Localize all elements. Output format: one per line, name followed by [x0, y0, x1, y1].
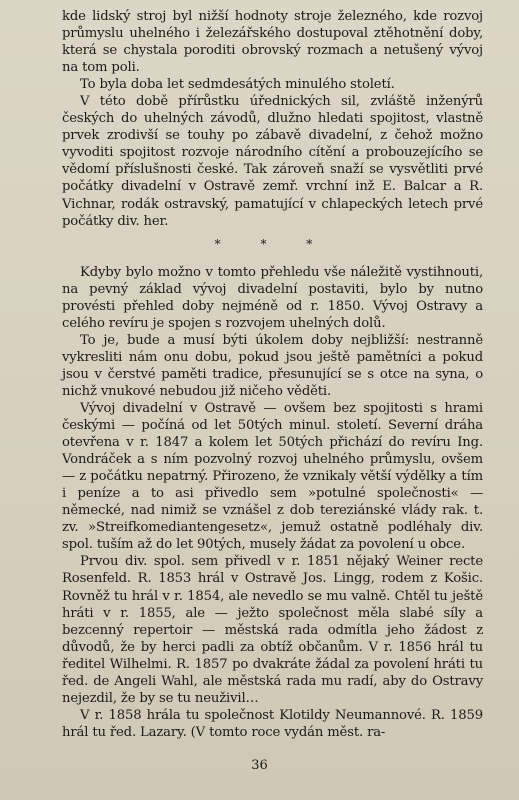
body-text: [62, 8, 483, 741]
page-number: 36: [251, 758, 268, 773]
paragraph: V této době přírůstku úřednických sil, zvláště inženýrů českých do uhelných závodů, dlužno hledati spojitost, vlastně prvek zrodivší se touhy po zábavě divadelní, z čehož možno vyvoditi spojitost rozvoje národního cítění a probouzejícího se vědomí příslušnosti české. Tak zároveň snaží se vysvětliti prvé počátky divadelní v Ostravě zemř. vrchní inž E. Balcar a R. Vichnar, rodák ostravský, pamatující v chlapeckých letech prvé počátky div. her.: [62, 94, 483, 229]
paragraph: To je, bude a musí býti úkolem doby nejbližší: nestranně vykresliti nám onu dobu, pokud jsou ještě pamětníci a pokud jsou v čerstvé paměti tradice, přesunující se s otce na syna, o nichž vnukové nebudou již ničeho věděti.: [62, 332, 483, 399]
paragraph: V r. 1858 hrála tu společnost Klotildy Neumannové. R. 1859 hrál tu řed. Lazary. (V tomto roce vydán měst. ra-: [62, 707, 483, 740]
paragraph: Prvou div. spol. sem přivedl v r. 1851 nějaký Weiner recte Rosenfeld. R. 1853 hrál v Ostravě Jos. Lingg, rodem z Košic. Rovněž tu hrál v r. 1854, ale nevedlo se mu valně. Chtěl tu ještě hráti v r. 1855, ale — ježto společnost měla slabé síly a bezcenný repertoir — městská rada odmítla jeho žádost z důvodů, že by herci padli za obtíž občanům. V r. 1856 hrál tu ředitel Wilhelmi. R. 1857 po dvakráte žádal za povolení hráti tu řed. de Angeli Wahl, ale městská rada mu radí, aby do Ostravy nejezdil, že by se tu neuživil…: [62, 554, 483, 706]
section-break: * * *: [214, 236, 331, 251]
paragraph: kde lidský stroj byl nižší hodnoty stroje železného, kde rozvoj průmyslu uhelného i železářského dostupoval ztěhotnění doby, která se chystala poroditi obrovský rozmach a netušený vývoj na tom poli.: [62, 9, 483, 76]
paragraph: To byla doba let sedmdesátých minulého století.: [80, 77, 395, 93]
paragraph: Vývoj divadelní v Ostravě — ovšem bez spojitosti s hrami českými — počíná od let 50tých minul. století. Severní dráha otevřena v r. 1847 a kolem let 50tých přichází do revíru Ing. Vondráček a s ním pozvolný rozvoj uhelného průmyslu, ovšem — z počátku nepatrný. Přirozeno, že vznikaly větší výdělky a tím i peníze a to asi přivedlo sem »potulné společnosti« — německé, nad nimiž se vznášel z dob tereziánské vlády rak. t. zv. »Streifkomediantengesetz«, jemuž ostatně podléhaly div. spol. tuším až do let 90tých, musely žádat za povolení u obce.: [62, 400, 483, 553]
paragraph: Kdyby bylo možno v tomto přehledu vše náležitě vystihnouti, na pevný základ vývoj divadelní postaviti, bylo by nutno provésti přehled doby nejméně od r. 1850. Vývoj Ostravy a celého revíru je spojen s rozvojem uhelných dolů.: [62, 264, 483, 331]
